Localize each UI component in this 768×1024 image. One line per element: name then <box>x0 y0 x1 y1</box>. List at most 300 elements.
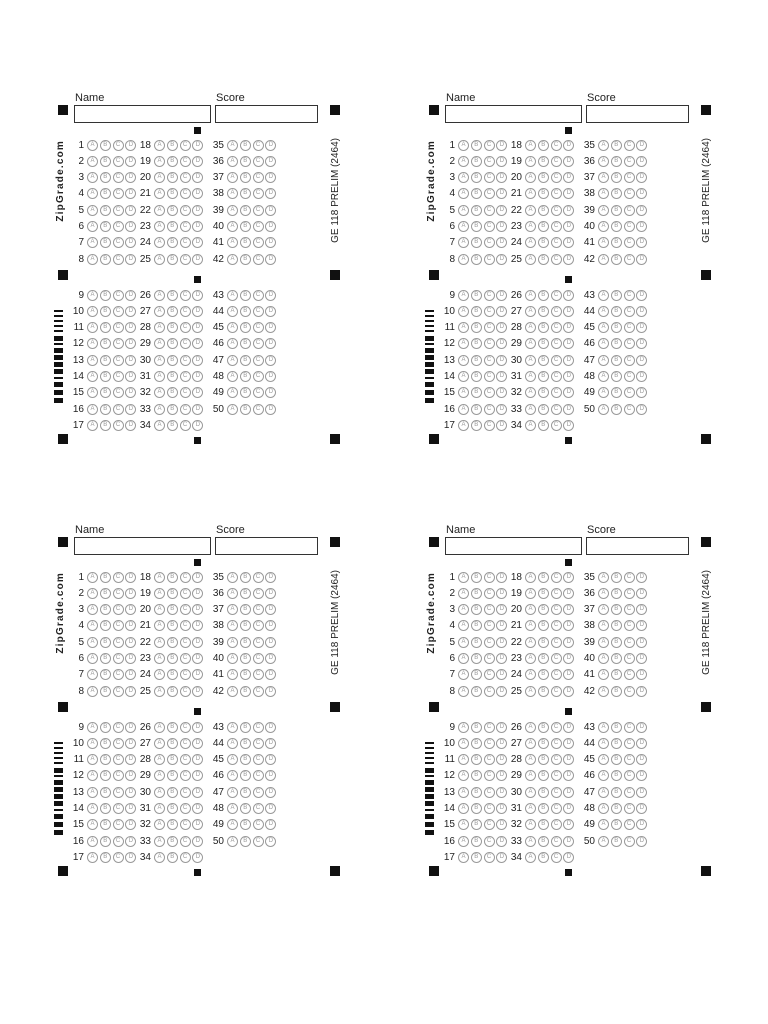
answer-bubble[interactable]: C <box>551 722 562 733</box>
answer-bubble[interactable]: C <box>253 371 264 382</box>
answer-bubble[interactable]: A <box>525 754 536 765</box>
answer-bubble[interactable]: B <box>240 306 251 317</box>
answer-bubble[interactable]: D <box>192 306 203 317</box>
answer-bubble[interactable]: A <box>227 686 238 697</box>
answer-bubble[interactable]: B <box>471 140 482 151</box>
answer-bubble[interactable]: A <box>525 140 536 151</box>
answer-bubble[interactable]: A <box>154 237 165 248</box>
answer-bubble[interactable]: B <box>471 221 482 232</box>
answer-bubble[interactable]: D <box>265 738 276 749</box>
answer-bubble[interactable]: D <box>125 420 136 431</box>
answer-bubble[interactable]: D <box>496 686 507 697</box>
answer-bubble[interactable]: C <box>113 620 124 631</box>
answer-bubble[interactable]: B <box>240 140 251 151</box>
answer-bubble[interactable]: D <box>496 338 507 349</box>
answer-bubble[interactable]: C <box>253 722 264 733</box>
answer-bubble[interactable]: C <box>180 722 191 733</box>
answer-bubble[interactable]: A <box>525 637 536 648</box>
answer-bubble[interactable]: D <box>125 770 136 781</box>
answer-bubble[interactable]: C <box>180 787 191 798</box>
answer-bubble[interactable]: D <box>192 140 203 151</box>
answer-bubble[interactable]: D <box>563 290 574 301</box>
answer-bubble[interactable]: A <box>154 205 165 216</box>
answer-bubble[interactable]: C <box>253 205 264 216</box>
answer-bubble[interactable]: B <box>611 322 622 333</box>
answer-bubble[interactable]: B <box>538 404 549 415</box>
answer-bubble[interactable]: C <box>113 803 124 814</box>
answer-bubble[interactable]: D <box>265 770 276 781</box>
answer-bubble[interactable]: C <box>551 686 562 697</box>
answer-bubble[interactable]: C <box>113 669 124 680</box>
answer-bubble[interactable]: A <box>525 653 536 664</box>
answer-bubble[interactable]: D <box>265 221 276 232</box>
answer-bubble[interactable]: B <box>240 338 251 349</box>
answer-bubble[interactable]: C <box>180 338 191 349</box>
answer-bubble[interactable]: C <box>484 387 495 398</box>
answer-bubble[interactable]: B <box>611 787 622 798</box>
answer-bubble[interactable]: D <box>265 572 276 583</box>
answer-bubble[interactable]: B <box>240 738 251 749</box>
answer-bubble[interactable]: A <box>154 669 165 680</box>
answer-bubble[interactable]: B <box>240 669 251 680</box>
answer-bubble[interactable]: D <box>265 653 276 664</box>
answer-bubble[interactable]: D <box>265 620 276 631</box>
answer-bubble[interactable]: D <box>125 338 136 349</box>
answer-bubble[interactable]: B <box>538 686 549 697</box>
answer-bubble[interactable]: B <box>471 290 482 301</box>
answer-bubble[interactable]: B <box>538 620 549 631</box>
answer-bubble[interactable]: B <box>471 205 482 216</box>
answer-bubble[interactable]: C <box>253 686 264 697</box>
answer-bubble[interactable]: C <box>551 140 562 151</box>
answer-bubble[interactable]: B <box>471 306 482 317</box>
answer-bubble[interactable]: B <box>167 322 178 333</box>
answer-bubble[interactable]: D <box>496 787 507 798</box>
answer-bubble[interactable]: B <box>538 237 549 248</box>
answer-bubble[interactable]: D <box>636 306 647 317</box>
answer-bubble[interactable]: D <box>192 803 203 814</box>
answer-bubble[interactable]: A <box>598 620 609 631</box>
answer-bubble[interactable]: B <box>240 404 251 415</box>
answer-bubble[interactable]: B <box>538 572 549 583</box>
answer-bubble[interactable]: B <box>471 420 482 431</box>
answer-bubble[interactable]: D <box>636 754 647 765</box>
answer-bubble[interactable]: B <box>471 722 482 733</box>
answer-bubble[interactable]: C <box>180 620 191 631</box>
answer-bubble[interactable]: C <box>253 604 264 615</box>
answer-bubble[interactable]: C <box>624 754 635 765</box>
answer-bubble[interactable]: A <box>525 338 536 349</box>
answer-bubble[interactable]: C <box>253 572 264 583</box>
answer-bubble[interactable]: D <box>636 156 647 167</box>
answer-bubble[interactable]: A <box>525 572 536 583</box>
answer-bubble[interactable]: A <box>87 669 98 680</box>
answer-bubble[interactable]: D <box>192 722 203 733</box>
answer-bubble[interactable]: B <box>538 290 549 301</box>
answer-bubble[interactable]: A <box>525 254 536 265</box>
answer-bubble[interactable]: B <box>471 836 482 847</box>
answer-bubble[interactable]: D <box>192 738 203 749</box>
answer-bubble[interactable]: A <box>87 188 98 199</box>
answer-bubble[interactable]: A <box>227 140 238 151</box>
answer-bubble[interactable]: B <box>100 254 111 265</box>
answer-bubble[interactable]: D <box>125 669 136 680</box>
score-field[interactable] <box>586 105 689 123</box>
answer-bubble[interactable]: B <box>471 686 482 697</box>
answer-bubble[interactable]: C <box>113 355 124 366</box>
answer-bubble[interactable]: A <box>227 819 238 830</box>
answer-bubble[interactable]: A <box>227 156 238 167</box>
answer-bubble[interactable]: C <box>113 819 124 830</box>
answer-bubble[interactable]: D <box>192 156 203 167</box>
answer-bubble[interactable]: B <box>611 156 622 167</box>
answer-bubble[interactable]: B <box>538 787 549 798</box>
answer-bubble[interactable]: B <box>538 420 549 431</box>
answer-bubble[interactable]: D <box>496 604 507 615</box>
answer-bubble[interactable]: D <box>125 322 136 333</box>
answer-bubble[interactable]: A <box>227 653 238 664</box>
answer-bubble[interactable]: A <box>227 637 238 648</box>
answer-bubble[interactable]: D <box>563 306 574 317</box>
answer-bubble[interactable]: B <box>611 338 622 349</box>
answer-bubble[interactable]: D <box>563 205 574 216</box>
answer-bubble[interactable]: A <box>87 156 98 167</box>
answer-bubble[interactable]: C <box>180 836 191 847</box>
answer-bubble[interactable]: A <box>598 588 609 599</box>
answer-bubble[interactable]: B <box>167 205 178 216</box>
answer-bubble[interactable]: C <box>253 819 264 830</box>
answer-bubble[interactable]: D <box>265 686 276 697</box>
answer-bubble[interactable]: C <box>484 620 495 631</box>
answer-bubble[interactable]: B <box>471 770 482 781</box>
answer-bubble[interactable]: D <box>563 588 574 599</box>
answer-bubble[interactable]: A <box>458 852 469 863</box>
answer-bubble[interactable]: C <box>253 188 264 199</box>
answer-bubble[interactable]: A <box>154 754 165 765</box>
answer-bubble[interactable]: B <box>611 306 622 317</box>
answer-bubble[interactable]: D <box>636 637 647 648</box>
answer-bubble[interactable]: C <box>484 404 495 415</box>
answer-bubble[interactable]: C <box>180 588 191 599</box>
answer-bubble[interactable]: D <box>125 653 136 664</box>
answer-bubble[interactable]: A <box>458 686 469 697</box>
answer-bubble[interactable]: C <box>484 803 495 814</box>
answer-bubble[interactable]: A <box>458 604 469 615</box>
answer-bubble[interactable]: C <box>624 803 635 814</box>
answer-bubble[interactable]: B <box>611 620 622 631</box>
answer-bubble[interactable]: D <box>192 404 203 415</box>
answer-bubble[interactable]: D <box>125 722 136 733</box>
answer-bubble[interactable]: B <box>100 819 111 830</box>
answer-bubble[interactable]: A <box>525 819 536 830</box>
answer-bubble[interactable]: A <box>525 371 536 382</box>
answer-bubble[interactable]: A <box>598 338 609 349</box>
answer-bubble[interactable]: C <box>551 290 562 301</box>
answer-bubble[interactable]: A <box>458 387 469 398</box>
answer-bubble[interactable]: B <box>100 770 111 781</box>
answer-bubble[interactable]: B <box>167 572 178 583</box>
answer-bubble[interactable]: D <box>636 254 647 265</box>
answer-bubble[interactable]: D <box>563 604 574 615</box>
answer-bubble[interactable]: A <box>227 254 238 265</box>
answer-bubble[interactable]: D <box>636 722 647 733</box>
answer-bubble[interactable]: A <box>227 172 238 183</box>
answer-bubble[interactable]: C <box>113 653 124 664</box>
answer-bubble[interactable]: B <box>240 290 251 301</box>
answer-bubble[interactable]: A <box>227 572 238 583</box>
answer-bubble[interactable]: D <box>563 172 574 183</box>
answer-bubble[interactable]: B <box>100 803 111 814</box>
answer-bubble[interactable]: D <box>563 620 574 631</box>
answer-bubble[interactable]: C <box>180 803 191 814</box>
answer-bubble[interactable]: D <box>265 254 276 265</box>
answer-bubble[interactable]: C <box>113 322 124 333</box>
answer-bubble[interactable]: A <box>525 221 536 232</box>
answer-bubble[interactable]: D <box>125 852 136 863</box>
answer-bubble[interactable]: B <box>167 620 178 631</box>
answer-bubble[interactable]: B <box>471 237 482 248</box>
answer-bubble[interactable]: C <box>484 819 495 830</box>
answer-bubble[interactable]: B <box>611 404 622 415</box>
answer-bubble[interactable]: B <box>240 221 251 232</box>
answer-bubble[interactable]: D <box>496 221 507 232</box>
answer-bubble[interactable]: B <box>167 738 178 749</box>
answer-bubble[interactable]: D <box>192 420 203 431</box>
answer-bubble[interactable]: B <box>240 787 251 798</box>
answer-bubble[interactable]: B <box>611 686 622 697</box>
answer-bubble[interactable]: B <box>611 722 622 733</box>
answer-bubble[interactable]: A <box>598 669 609 680</box>
answer-bubble[interactable]: D <box>496 254 507 265</box>
answer-bubble[interactable]: C <box>624 404 635 415</box>
answer-bubble[interactable]: B <box>611 637 622 648</box>
answer-bubble[interactable]: B <box>538 637 549 648</box>
answer-bubble[interactable]: C <box>113 637 124 648</box>
answer-bubble[interactable]: A <box>458 819 469 830</box>
answer-bubble[interactable]: A <box>458 653 469 664</box>
answer-bubble[interactable]: A <box>458 404 469 415</box>
answer-bubble[interactable]: B <box>100 669 111 680</box>
answer-bubble[interactable]: C <box>624 306 635 317</box>
answer-bubble[interactable]: D <box>265 819 276 830</box>
answer-bubble[interactable]: A <box>525 290 536 301</box>
answer-bubble[interactable]: A <box>87 404 98 415</box>
answer-bubble[interactable]: D <box>563 722 574 733</box>
answer-bubble[interactable]: B <box>611 188 622 199</box>
answer-bubble[interactable]: B <box>100 140 111 151</box>
answer-bubble[interactable]: D <box>563 404 574 415</box>
answer-bubble[interactable]: D <box>265 787 276 798</box>
answer-bubble[interactable]: A <box>227 787 238 798</box>
answer-bubble[interactable]: D <box>496 588 507 599</box>
answer-bubble[interactable]: B <box>167 819 178 830</box>
answer-bubble[interactable]: B <box>611 572 622 583</box>
answer-bubble[interactable]: D <box>563 686 574 697</box>
answer-bubble[interactable]: A <box>525 306 536 317</box>
answer-bubble[interactable]: D <box>636 355 647 366</box>
answer-bubble[interactable]: C <box>253 620 264 631</box>
answer-bubble[interactable]: C <box>484 237 495 248</box>
answer-bubble[interactable]: A <box>227 620 238 631</box>
answer-bubble[interactable]: B <box>167 237 178 248</box>
answer-bubble[interactable]: A <box>458 237 469 248</box>
answer-bubble[interactable]: A <box>87 604 98 615</box>
answer-bubble[interactable]: C <box>624 738 635 749</box>
answer-bubble[interactable]: D <box>496 803 507 814</box>
answer-bubble[interactable]: C <box>253 306 264 317</box>
answer-bubble[interactable]: C <box>551 653 562 664</box>
answer-bubble[interactable]: C <box>484 371 495 382</box>
answer-bubble[interactable]: A <box>87 371 98 382</box>
answer-bubble[interactable]: D <box>496 172 507 183</box>
answer-bubble[interactable]: A <box>598 290 609 301</box>
name-field[interactable] <box>74 537 211 555</box>
answer-bubble[interactable]: C <box>484 172 495 183</box>
answer-bubble[interactable]: B <box>240 686 251 697</box>
answer-bubble[interactable]: B <box>471 620 482 631</box>
answer-bubble[interactable]: D <box>636 140 647 151</box>
answer-bubble[interactable]: A <box>87 637 98 648</box>
answer-bubble[interactable]: A <box>227 338 238 349</box>
answer-bubble[interactable]: D <box>496 420 507 431</box>
answer-bubble[interactable]: D <box>125 140 136 151</box>
answer-bubble[interactable]: D <box>265 290 276 301</box>
answer-bubble[interactable]: A <box>458 770 469 781</box>
answer-bubble[interactable]: B <box>167 770 178 781</box>
answer-bubble[interactable]: C <box>113 290 124 301</box>
answer-bubble[interactable]: C <box>551 221 562 232</box>
answer-bubble[interactable]: A <box>598 221 609 232</box>
answer-bubble[interactable]: C <box>551 254 562 265</box>
answer-bubble[interactable]: D <box>125 172 136 183</box>
answer-bubble[interactable]: D <box>636 803 647 814</box>
answer-bubble[interactable]: C <box>180 172 191 183</box>
answer-bubble[interactable]: A <box>87 653 98 664</box>
answer-bubble[interactable]: A <box>87 803 98 814</box>
answer-bubble[interactable]: B <box>100 306 111 317</box>
answer-bubble[interactable]: A <box>154 637 165 648</box>
answer-bubble[interactable]: B <box>167 604 178 615</box>
answer-bubble[interactable]: A <box>458 290 469 301</box>
answer-bubble[interactable]: B <box>471 637 482 648</box>
answer-bubble[interactable]: A <box>525 686 536 697</box>
answer-bubble[interactable]: A <box>87 819 98 830</box>
answer-bubble[interactable]: C <box>253 140 264 151</box>
answer-bubble[interactable]: B <box>240 604 251 615</box>
answer-bubble[interactable]: A <box>525 803 536 814</box>
score-field[interactable] <box>586 537 689 555</box>
answer-bubble[interactable]: B <box>100 404 111 415</box>
answer-bubble[interactable]: A <box>154 371 165 382</box>
answer-bubble[interactable]: D <box>636 387 647 398</box>
answer-bubble[interactable]: A <box>458 306 469 317</box>
answer-bubble[interactable]: B <box>240 254 251 265</box>
answer-bubble[interactable]: B <box>611 172 622 183</box>
answer-bubble[interactable]: B <box>167 355 178 366</box>
answer-bubble[interactable]: C <box>180 686 191 697</box>
answer-bubble[interactable]: A <box>598 140 609 151</box>
answer-bubble[interactable]: B <box>611 669 622 680</box>
answer-bubble[interactable]: D <box>265 237 276 248</box>
answer-bubble[interactable]: A <box>87 322 98 333</box>
answer-bubble[interactable]: B <box>167 686 178 697</box>
answer-bubble[interactable]: B <box>471 604 482 615</box>
answer-bubble[interactable]: C <box>253 637 264 648</box>
answer-bubble[interactable]: D <box>192 572 203 583</box>
answer-bubble[interactable]: D <box>563 770 574 781</box>
answer-bubble[interactable]: D <box>496 290 507 301</box>
answer-bubble[interactable]: B <box>100 653 111 664</box>
answer-bubble[interactable]: B <box>538 156 549 167</box>
answer-bubble[interactable]: B <box>240 620 251 631</box>
answer-bubble[interactable]: C <box>253 172 264 183</box>
answer-bubble[interactable]: A <box>154 404 165 415</box>
answer-bubble[interactable]: B <box>100 237 111 248</box>
answer-bubble[interactable]: A <box>154 156 165 167</box>
answer-bubble[interactable]: C <box>551 188 562 199</box>
answer-bubble[interactable]: A <box>458 156 469 167</box>
answer-bubble[interactable]: A <box>598 722 609 733</box>
answer-bubble[interactable]: C <box>624 653 635 664</box>
answer-bubble[interactable]: B <box>538 172 549 183</box>
answer-bubble[interactable]: A <box>227 588 238 599</box>
answer-bubble[interactable]: C <box>484 338 495 349</box>
answer-bubble[interactable]: B <box>471 738 482 749</box>
answer-bubble[interactable]: D <box>496 188 507 199</box>
answer-bubble[interactable]: D <box>563 322 574 333</box>
answer-bubble[interactable]: C <box>113 404 124 415</box>
answer-bubble[interactable]: B <box>167 852 178 863</box>
answer-bubble[interactable]: A <box>227 754 238 765</box>
answer-bubble[interactable]: A <box>87 588 98 599</box>
answer-bubble[interactable]: D <box>125 620 136 631</box>
answer-bubble[interactable]: D <box>496 355 507 366</box>
answer-bubble[interactable]: C <box>551 787 562 798</box>
answer-bubble[interactable]: C <box>253 156 264 167</box>
answer-bubble[interactable]: C <box>624 836 635 847</box>
answer-bubble[interactable]: C <box>180 404 191 415</box>
answer-bubble[interactable]: C <box>253 754 264 765</box>
answer-bubble[interactable]: D <box>125 836 136 847</box>
answer-bubble[interactable]: D <box>192 588 203 599</box>
answer-bubble[interactable]: B <box>611 836 622 847</box>
answer-bubble[interactable]: B <box>240 836 251 847</box>
answer-bubble[interactable]: B <box>240 637 251 648</box>
answer-bubble[interactable]: C <box>551 420 562 431</box>
answer-bubble[interactable]: A <box>154 306 165 317</box>
answer-bubble[interactable]: B <box>167 221 178 232</box>
answer-bubble[interactable]: B <box>471 819 482 830</box>
answer-bubble[interactable]: C <box>551 306 562 317</box>
answer-bubble[interactable]: B <box>471 653 482 664</box>
answer-bubble[interactable]: A <box>87 221 98 232</box>
answer-bubble[interactable]: C <box>624 387 635 398</box>
answer-bubble[interactable]: B <box>240 653 251 664</box>
answer-bubble[interactable]: B <box>240 188 251 199</box>
answer-bubble[interactable]: A <box>458 322 469 333</box>
answer-bubble[interactable]: B <box>100 221 111 232</box>
answer-bubble[interactable]: B <box>611 588 622 599</box>
answer-bubble[interactable]: C <box>624 371 635 382</box>
answer-bubble[interactable]: C <box>180 653 191 664</box>
answer-bubble[interactable]: C <box>624 290 635 301</box>
answer-bubble[interactable]: B <box>167 156 178 167</box>
answer-bubble[interactable]: C <box>253 669 264 680</box>
answer-bubble[interactable]: B <box>167 588 178 599</box>
answer-bubble[interactable]: A <box>598 404 609 415</box>
answer-bubble[interactable]: A <box>87 306 98 317</box>
answer-bubble[interactable]: A <box>154 588 165 599</box>
